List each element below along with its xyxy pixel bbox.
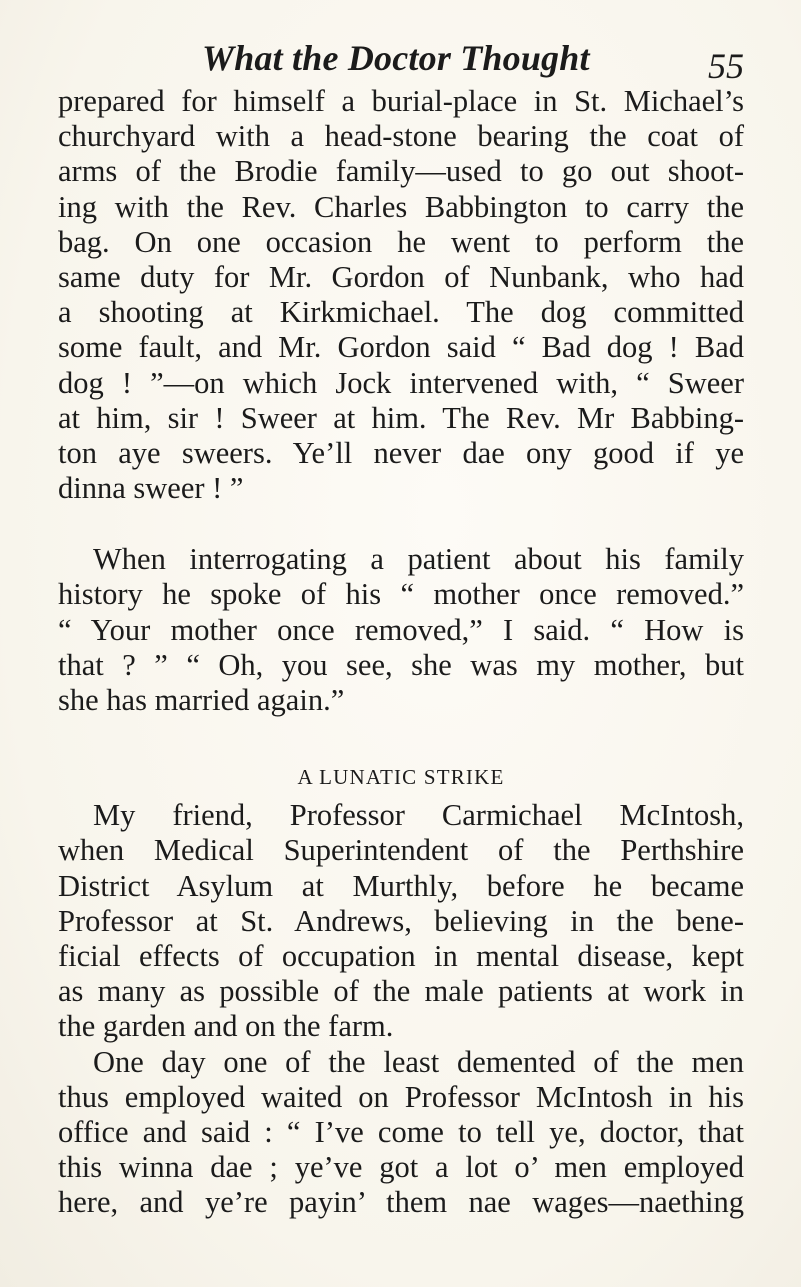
text-line: bag. On one occasion he went to perform the <box>58 224 744 259</box>
text-line: this winna dae ; ye’ve got a lot o’ men employed <box>58 1150 744 1185</box>
text-line: One day one of the least demented of the men <box>93 1044 744 1079</box>
paragraph <box>58 84 744 506</box>
text-line: My friend, Professor Carmichael McIntosh, <box>93 798 744 833</box>
text-line: dinna sweer ! ” <box>58 471 244 506</box>
text-line: arms of the Brodie family—used to go out shoot- <box>58 154 744 189</box>
running-title: What the Doctor Thought <box>202 38 590 78</box>
page-number: 55 <box>708 46 744 86</box>
text-line: at him, sir ! Sweer at him. The Rev. Mr Babbing- <box>58 400 744 435</box>
section-heading: A LUNATIC STRIKE <box>297 765 505 790</box>
paragraph <box>58 542 744 718</box>
body-text <box>58 84 744 1220</box>
text-line: as many as possible of the male patients at work in <box>58 974 744 1009</box>
paragraph <box>58 798 744 1044</box>
text-line: When interrogating a patient about his family <box>93 542 744 577</box>
text-line: some fault, and Mr. Gordon said “ Bad dog ! Bad <box>58 330 744 365</box>
text-line: ficial effects of occupation in mental disease, kept <box>58 938 744 973</box>
text-line: same duty for Mr. Gordon of Nunbank, who had <box>58 259 744 294</box>
text-line: she has married again.” <box>58 683 345 717</box>
paragraph-spacer <box>58 506 744 542</box>
text-line: here, and ye’re payin’ them nae wages—naething <box>58 1185 744 1220</box>
text-line: ing with the Rev. Charles Babbington to carry the <box>58 189 744 224</box>
text-line: Professor at St. Andrews, believing in the bene- <box>58 903 744 938</box>
text-line: the garden and on the farm. <box>58 1009 394 1044</box>
text-line: churchyard with a head-stone bearing the coat of <box>58 119 744 154</box>
text-line: a shooting at Kirkmichael. The dog committed <box>58 295 744 330</box>
text-line: “ Your mother once removed,” I said. “ How is <box>58 612 744 647</box>
text-line: prepared for himself a burial-place in St. Michael’s <box>58 84 744 118</box>
text-line: when Medical Superintendent of the Perthshire <box>58 833 744 868</box>
text-line: dog ! ”—on which Jock intervened with, “ Sweer <box>58 365 744 400</box>
text-line: thus employed waited on Professor McIntosh in his <box>58 1079 744 1114</box>
running-head <box>58 36 748 84</box>
text-line: District Asylum at Murthly, before he became <box>58 868 744 903</box>
heading-spacer <box>58 718 744 762</box>
text-line: that ? ” “ Oh, you see, she was my mother, but <box>58 647 744 682</box>
text-line: office and said : “ I’ve come to tell ye, doctor, that <box>58 1114 744 1149</box>
text-line: ton aye sweers. Ye’ll never dae ony good if ye <box>58 435 744 470</box>
text-line: history he spoke of his “ mother once removed.” <box>58 577 744 612</box>
paragraph <box>58 1045 744 1221</box>
